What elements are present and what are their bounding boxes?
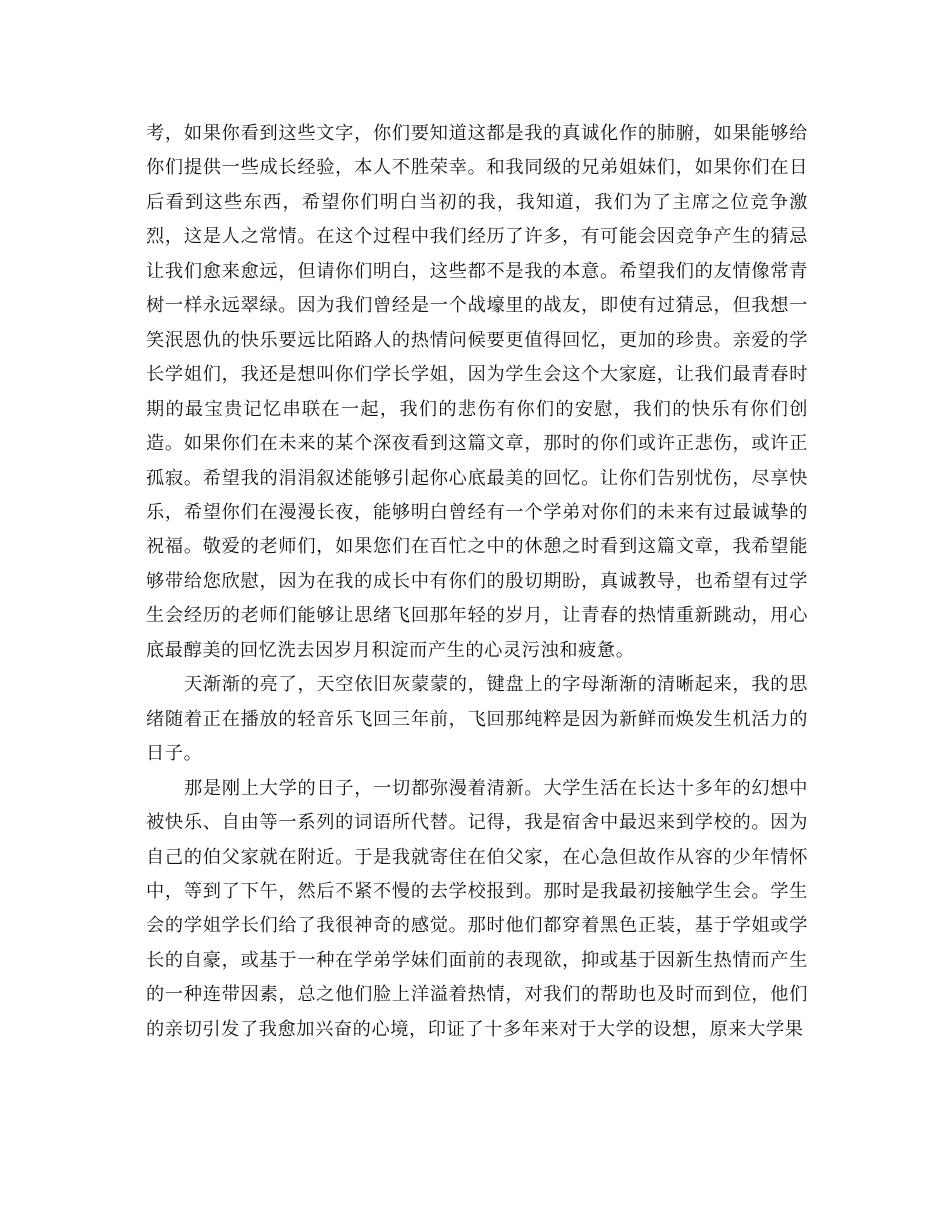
- document-body: [146, 117, 808, 1047]
- paragraph-2: 天渐渐的亮了，天空依旧灰蒙蒙的，键盘上的字母渐渐的清晰起来，我的思绪随着正在播放的轻音乐飞回三年前，飞回那纯粹是因为新鲜而焕发生机活力的日子。: [146, 674, 808, 765]
- paragraph-1: 考，如果你看到这些文字，你们要知道这都是我的真诚化作的肺腑，如果能够给你们提供一些成长经验，本人不胜荣幸。和我同级的兄弟姐妹们，如果你们在日后看到这些东西，希望你们明白当初的我，我知道，我们为了主席之位竞争激烈，这是人之常情。在这个过程中我们经历了许多，有可能会因竞争产生的猜忌让我们愈来愈远，但请你们明白，这些都不是我的本意。希望我们的友情像常青树一样永远翠绿。因为我们曾经是一个战壕里的战友，即使有过猜忌，但我想一笑泯恩仇的快乐要远比陌路人的热情问候要更值得回忆，更加的珍贵。亲爱的学长学姐们，我还是想叫你们学长学姐，因为学生会这个大家庭，让我们最青春时期的最宝贵记忆串联在一起，我们的悲伤有你们的安慰，我们的快乐有你们创造。如果你们在未来的某个深夜看到这篇文章，那时的你们或许正悲伤，或许正孤寂。希望我的涓涓叙述能够引起你心底最美的回忆。让你们告别忧伤，尽享快乐，希望你们在漫漫长夜，能够明白曾经有一个学弟对你们的未来有过最诚挚的祝福。敬爱的老师们，如果您们在百忙之中的休憩之时看到这篇文章，我希望能够带给您欣慰，因为在我的成长中有你们的殷切期盼，真诚教导，也希望有过学生会经历的老师们能够让思绪飞回那年轻的岁月，让青春的热情重新跳动，用心底最醇美的回忆洗去因岁月积淀而产生的心灵污浊和疲惫。: [146, 123, 808, 661]
- paragraph-3: 那是刚上大学的日子，一切都弥漫着清新。大学生活在长达十多年的幻想中被快乐、自由等一系列的词语所代替。记得，我是宿舍中最迟来到学校的。因为自己的伯父家就在附近。于是我就寄住在伯父家，在心急但故作从容的少年情怀中，等到了下午，然后不紧不慢的去学校报到。那时是我最初接触学生会。学生会的学姐学长们给了我很神奇的感觉。那时他们都穿着黑色正装，基于学姐或学长的自豪，或基于一种在学弟学妹们面前的表现欲，抑或基于因新生热情而产生的一种连带因素，总之他们脸上洋溢着热情，对我们的帮助也及时而到位，他们的亲切引发了我愈加兴奋的心境，印证了十多年来对于大学的设想，原来大学果: [146, 777, 808, 1040]
